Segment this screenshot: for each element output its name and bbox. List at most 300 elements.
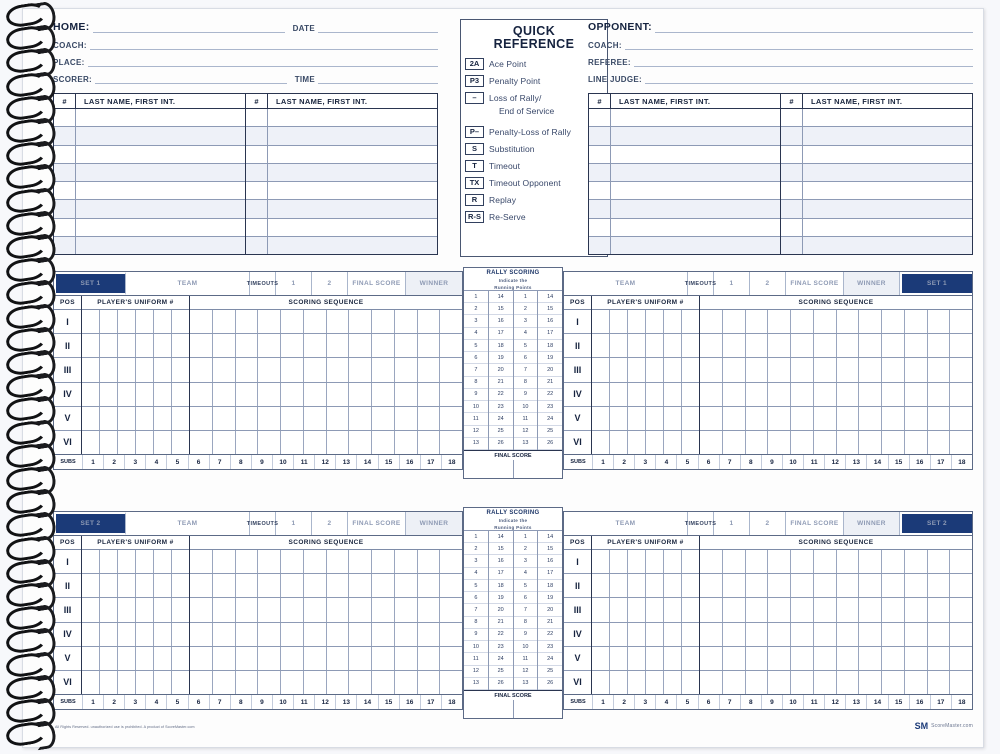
roster-number-cell[interactable] xyxy=(54,200,76,217)
sequence-cell[interactable] xyxy=(905,407,928,430)
sequence-cell[interactable] xyxy=(950,671,972,694)
uniform-cell[interactable] xyxy=(118,431,136,454)
roster-number-cell[interactable] xyxy=(589,127,611,144)
sequence-cell[interactable] xyxy=(882,407,905,430)
timeout-box-1[interactable]: 1 xyxy=(276,512,312,535)
sequence-cell[interactable] xyxy=(768,407,791,430)
rally-point-cell[interactable]: 15 xyxy=(538,303,562,315)
subs-number-cell[interactable]: 1 xyxy=(82,695,103,709)
subs-number-cell[interactable]: 18 xyxy=(951,695,972,709)
rally-point-cell[interactable]: 15 xyxy=(538,543,562,555)
roster-name-cell[interactable] xyxy=(803,109,972,126)
sequence-cell[interactable] xyxy=(791,598,814,621)
scorer-input[interactable] xyxy=(95,73,287,84)
sequence-cell[interactable] xyxy=(928,310,951,333)
uniform-cell[interactable] xyxy=(136,334,154,357)
subs-number-cell[interactable]: 8 xyxy=(740,695,761,709)
uniform-cell[interactable] xyxy=(136,383,154,406)
rally-point-cell[interactable]: 18 xyxy=(538,580,562,592)
sequence-cell[interactable] xyxy=(349,598,372,621)
rally-point-cell[interactable]: 18 xyxy=(538,340,562,352)
subs-number-cell[interactable]: 4 xyxy=(655,455,676,469)
sequence-cell[interactable] xyxy=(258,358,281,381)
sequence-cell[interactable] xyxy=(837,431,860,454)
roster-name-cell[interactable] xyxy=(76,182,245,199)
subs-number-cell[interactable]: 12 xyxy=(314,455,335,469)
subs-number-cell[interactable]: 2 xyxy=(103,695,124,709)
sequence-cell[interactable] xyxy=(281,623,304,646)
sequence-cell[interactable] xyxy=(440,574,462,597)
roster-row[interactable] xyxy=(246,219,437,237)
uniform-cell[interactable] xyxy=(628,550,646,573)
sequence-cell[interactable] xyxy=(213,383,236,406)
sequence-cell[interactable] xyxy=(304,310,327,333)
subs-number-cell[interactable]: 12 xyxy=(824,695,845,709)
uniform-cell[interactable] xyxy=(628,310,646,333)
sequence-cell[interactable] xyxy=(791,623,814,646)
sequence-cell[interactable] xyxy=(928,598,951,621)
date-input[interactable] xyxy=(318,22,438,33)
rally-point-cell[interactable]: 12 xyxy=(464,666,488,678)
sequence-cell[interactable] xyxy=(814,383,837,406)
sequence-cell[interactable] xyxy=(327,671,350,694)
sequence-cell[interactable] xyxy=(190,431,213,454)
roster-number-cell[interactable] xyxy=(54,219,76,236)
uniform-cell[interactable] xyxy=(82,431,100,454)
roster-number-cell[interactable] xyxy=(589,182,611,199)
subs-number-cell[interactable]: 17 xyxy=(930,455,951,469)
rally-point-cell[interactable]: 3 xyxy=(514,555,538,567)
roster-row[interactable] xyxy=(246,127,437,145)
subs-number-cell[interactable]: 13 xyxy=(845,455,866,469)
uniform-cell[interactable] xyxy=(592,574,610,597)
timeout-box-1[interactable]: 1 xyxy=(276,272,312,295)
uniform-cell[interactable] xyxy=(100,334,118,357)
subs-number-cell[interactable]: 11 xyxy=(293,455,314,469)
sequence-cell[interactable] xyxy=(258,647,281,670)
sequence-cell[interactable] xyxy=(418,358,441,381)
sequence-cell[interactable] xyxy=(746,550,769,573)
subs-number-cell[interactable]: 6 xyxy=(698,455,719,469)
uniform-cell[interactable] xyxy=(154,431,172,454)
sequence-cell[interactable] xyxy=(395,671,418,694)
subs-number-cell[interactable]: 18 xyxy=(441,455,462,469)
sequence-cell[interactable] xyxy=(814,647,837,670)
rally-point-cell[interactable]: 16 xyxy=(538,315,562,327)
sequence-cell[interactable] xyxy=(700,647,723,670)
rally-point-cell[interactable]: 7 xyxy=(514,364,538,376)
uniform-cell[interactable] xyxy=(664,407,682,430)
uniform-cell[interactable] xyxy=(682,310,699,333)
rally-point-cell[interactable]: 24 xyxy=(538,653,562,665)
rally-point-cell[interactable]: 2 xyxy=(464,303,488,315)
sequence-cell[interactable] xyxy=(372,574,395,597)
subs-number-cell[interactable]: 5 xyxy=(166,455,187,469)
sequence-cell[interactable] xyxy=(723,310,746,333)
roster-row[interactable] xyxy=(54,219,245,237)
sequence-cell[interactable] xyxy=(791,550,814,573)
sequence-cell[interactable] xyxy=(905,623,928,646)
roster-number-cell[interactable] xyxy=(781,219,803,236)
sequence-cell[interactable] xyxy=(327,431,350,454)
winner-box[interactable]: WINNER xyxy=(844,272,900,295)
sequence-cell[interactable] xyxy=(372,383,395,406)
sequence-cell[interactable] xyxy=(700,334,723,357)
opponent-name-input[interactable] xyxy=(655,22,973,33)
uniform-cell[interactable] xyxy=(664,671,682,694)
subs-number-cell[interactable]: 6 xyxy=(188,695,209,709)
sequence-cell[interactable] xyxy=(190,623,213,646)
team-name-input[interactable]: TEAM xyxy=(126,272,250,295)
sequence-cell[interactable] xyxy=(190,310,213,333)
sequence-cell[interactable] xyxy=(746,623,769,646)
sequence-cell[interactable] xyxy=(700,407,723,430)
roster-row[interactable] xyxy=(54,127,245,145)
sequence-cell[interactable] xyxy=(950,431,972,454)
subs-number-cell[interactable]: 13 xyxy=(845,695,866,709)
sequence-cell[interactable] xyxy=(281,598,304,621)
uniform-cell[interactable] xyxy=(682,358,699,381)
sequence-cell[interactable] xyxy=(372,334,395,357)
roster-name-cell[interactable] xyxy=(268,182,437,199)
sequence-cell[interactable] xyxy=(723,550,746,573)
sequence-cell[interactable] xyxy=(213,550,236,573)
uniform-cell[interactable] xyxy=(82,671,100,694)
uniform-cell[interactable] xyxy=(172,431,189,454)
uniform-cell[interactable] xyxy=(118,310,136,333)
sequence-cell[interactable] xyxy=(928,647,951,670)
sequence-cell[interactable] xyxy=(791,310,814,333)
sequence-cell[interactable] xyxy=(905,574,928,597)
sequence-cell[interactable] xyxy=(281,550,304,573)
sequence-cell[interactable] xyxy=(258,598,281,621)
sequence-cell[interactable] xyxy=(882,550,905,573)
rally-point-cell[interactable]: 19 xyxy=(489,592,513,604)
timeout-box-1[interactable]: 1 xyxy=(714,272,750,295)
subs-number-cell[interactable]: 2 xyxy=(613,455,634,469)
sequence-cell[interactable] xyxy=(418,550,441,573)
rally-point-cell[interactable]: 8 xyxy=(464,617,488,629)
uniform-cell[interactable] xyxy=(82,310,100,333)
subs-number-cell[interactable]: 15 xyxy=(378,695,399,709)
subs-number-cell[interactable]: 6 xyxy=(698,695,719,709)
uniform-cell[interactable] xyxy=(172,407,189,430)
uniform-cell[interactable] xyxy=(664,550,682,573)
sequence-cell[interactable] xyxy=(395,334,418,357)
subs-number-cell[interactable]: 11 xyxy=(293,695,314,709)
sequence-cell[interactable] xyxy=(327,623,350,646)
rally-point-cell[interactable]: 17 xyxy=(489,328,513,340)
subs-number-cell[interactable]: 14 xyxy=(866,455,887,469)
uniform-cell[interactable] xyxy=(100,407,118,430)
rally-point-cell[interactable]: 26 xyxy=(538,678,562,690)
sequence-cell[interactable] xyxy=(304,574,327,597)
sequence-cell[interactable] xyxy=(258,383,281,406)
rally-point-cell[interactable]: 25 xyxy=(538,666,562,678)
roster-number-cell[interactable] xyxy=(589,164,611,181)
roster-row[interactable] xyxy=(589,146,780,164)
sequence-cell[interactable] xyxy=(281,310,304,333)
sequence-cell[interactable] xyxy=(723,598,746,621)
uniform-cell[interactable] xyxy=(100,310,118,333)
roster-row[interactable] xyxy=(589,219,780,237)
uniform-cell[interactable] xyxy=(154,598,172,621)
uniform-cell[interactable] xyxy=(610,550,628,573)
rally-point-cell[interactable]: 24 xyxy=(489,413,513,425)
subs-number-cell[interactable]: 15 xyxy=(888,455,909,469)
rally-point-cell[interactable]: 22 xyxy=(538,629,562,641)
uniform-cell[interactable] xyxy=(592,334,610,357)
uniform-cell[interactable] xyxy=(100,550,118,573)
uniform-cell[interactable] xyxy=(592,358,610,381)
sequence-cell[interactable] xyxy=(190,383,213,406)
subs-number-cell[interactable]: 14 xyxy=(356,455,377,469)
rally-point-cell[interactable]: 23 xyxy=(538,641,562,653)
uniform-cell[interactable] xyxy=(154,671,172,694)
rally-point-cell[interactable]: 2 xyxy=(514,543,538,555)
uniform-cell[interactable] xyxy=(682,407,699,430)
sequence-cell[interactable] xyxy=(395,647,418,670)
rally-point-cell[interactable]: 11 xyxy=(464,413,488,425)
roster-number-cell[interactable] xyxy=(246,219,268,236)
sequence-cell[interactable] xyxy=(418,310,441,333)
sequence-cell[interactable] xyxy=(327,383,350,406)
uniform-cell[interactable] xyxy=(682,623,699,646)
sequence-cell[interactable] xyxy=(928,334,951,357)
uniform-cell[interactable] xyxy=(100,671,118,694)
subs-number-cell[interactable]: 7 xyxy=(719,455,740,469)
uniform-cell[interactable] xyxy=(154,550,172,573)
rally-point-cell[interactable]: 22 xyxy=(538,389,562,401)
uniform-cell[interactable] xyxy=(136,407,154,430)
roster-row[interactable] xyxy=(246,200,437,218)
uniform-cell[interactable] xyxy=(664,431,682,454)
roster-name-cell[interactable] xyxy=(803,200,972,217)
sequence-cell[interactable] xyxy=(700,358,723,381)
subs-number-cell[interactable]: 15 xyxy=(378,455,399,469)
sequence-cell[interactable] xyxy=(791,431,814,454)
uniform-cell[interactable] xyxy=(154,574,172,597)
roster-number-cell[interactable] xyxy=(54,109,76,126)
roster-name-cell[interactable] xyxy=(611,127,780,144)
rally-point-cell[interactable]: 23 xyxy=(489,401,513,413)
subs-number-cell[interactable]: 16 xyxy=(399,695,420,709)
roster-number-cell[interactable] xyxy=(54,164,76,181)
uniform-cell[interactable] xyxy=(592,550,610,573)
sequence-cell[interactable] xyxy=(928,431,951,454)
sequence-cell[interactable] xyxy=(440,550,462,573)
rally-point-cell[interactable]: 21 xyxy=(489,617,513,629)
sequence-cell[interactable] xyxy=(304,550,327,573)
rally-point-cell[interactable]: 26 xyxy=(538,438,562,450)
home-name-input[interactable] xyxy=(93,22,285,33)
subs-number-cell[interactable]: 3 xyxy=(634,455,655,469)
uniform-cell[interactable] xyxy=(100,431,118,454)
sequence-cell[interactable] xyxy=(258,623,281,646)
rally-point-cell[interactable]: 4 xyxy=(464,568,488,580)
uniform-cell[interactable] xyxy=(628,574,646,597)
sequence-cell[interactable] xyxy=(418,383,441,406)
subs-number-cell[interactable]: 8 xyxy=(230,695,251,709)
rally-point-cell[interactable]: 22 xyxy=(489,629,513,641)
roster-name-cell[interactable] xyxy=(803,219,972,236)
rally-point-cell[interactable]: 25 xyxy=(489,666,513,678)
sequence-cell[interactable] xyxy=(928,550,951,573)
uniform-cell[interactable] xyxy=(82,334,100,357)
winner-box[interactable]: WINNER xyxy=(406,512,462,535)
roster-number-cell[interactable] xyxy=(246,127,268,144)
sequence-cell[interactable] xyxy=(700,310,723,333)
uniform-cell[interactable] xyxy=(610,358,628,381)
sequence-cell[interactable] xyxy=(723,623,746,646)
sequence-cell[interactable] xyxy=(768,647,791,670)
sequence-cell[interactable] xyxy=(700,574,723,597)
sequence-cell[interactable] xyxy=(236,647,259,670)
sequence-cell[interactable] xyxy=(281,431,304,454)
rally-point-cell[interactable]: 4 xyxy=(514,568,538,580)
rally-point-cell[interactable]: 10 xyxy=(514,401,538,413)
rally-point-cell[interactable]: 2 xyxy=(464,543,488,555)
sequence-cell[interactable] xyxy=(950,407,972,430)
uniform-cell[interactable] xyxy=(646,623,664,646)
sequence-cell[interactable] xyxy=(905,383,928,406)
subs-number-cell[interactable]: 1 xyxy=(592,455,613,469)
sequence-cell[interactable] xyxy=(928,407,951,430)
rally-point-cell[interactable]: 10 xyxy=(464,401,488,413)
sequence-cell[interactable] xyxy=(791,334,814,357)
uniform-cell[interactable] xyxy=(172,623,189,646)
roster-row[interactable] xyxy=(54,164,245,182)
subs-number-cell[interactable]: 4 xyxy=(145,455,166,469)
sequence-cell[interactable] xyxy=(258,550,281,573)
uniform-cell[interactable] xyxy=(682,671,699,694)
sequence-cell[interactable] xyxy=(905,671,928,694)
uniform-cell[interactable] xyxy=(154,334,172,357)
roster-number-cell[interactable] xyxy=(246,146,268,163)
uniform-cell[interactable] xyxy=(664,358,682,381)
subs-number-cell[interactable]: 8 xyxy=(230,455,251,469)
sequence-cell[interactable] xyxy=(723,407,746,430)
sequence-cell[interactable] xyxy=(236,310,259,333)
rally-point-cell[interactable]: 8 xyxy=(514,377,538,389)
subs-number-cell[interactable]: 11 xyxy=(803,695,824,709)
rally-point-cell[interactable]: 23 xyxy=(489,641,513,653)
subs-number-cell[interactable]: 5 xyxy=(676,455,697,469)
sequence-cell[interactable] xyxy=(190,550,213,573)
roster-name-cell[interactable] xyxy=(268,200,437,217)
uniform-cell[interactable] xyxy=(100,383,118,406)
timeout-box-1[interactable]: 1 xyxy=(714,512,750,535)
sequence-cell[interactable] xyxy=(768,574,791,597)
rally-point-cell[interactable]: 13 xyxy=(464,438,488,450)
rally-point-cell[interactable]: 20 xyxy=(538,604,562,616)
sequence-cell[interactable] xyxy=(440,598,462,621)
subs-number-cell[interactable]: 14 xyxy=(866,695,887,709)
rally-point-cell[interactable]: 16 xyxy=(489,315,513,327)
roster-row[interactable] xyxy=(781,182,972,200)
uniform-cell[interactable] xyxy=(628,358,646,381)
subs-number-cell[interactable]: 17 xyxy=(420,695,441,709)
sequence-cell[interactable] xyxy=(837,574,860,597)
uniform-cell[interactable] xyxy=(82,383,100,406)
rally-point-cell[interactable]: 16 xyxy=(489,555,513,567)
subs-number-cell[interactable]: 5 xyxy=(676,695,697,709)
sequence-cell[interactable] xyxy=(859,358,882,381)
rally-point-cell[interactable]: 13 xyxy=(514,678,538,690)
sequence-cell[interactable] xyxy=(837,671,860,694)
sequence-cell[interactable] xyxy=(281,383,304,406)
sequence-cell[interactable] xyxy=(723,383,746,406)
roster-row[interactable] xyxy=(246,164,437,182)
rally-point-cell[interactable]: 13 xyxy=(514,438,538,450)
sequence-cell[interactable] xyxy=(258,334,281,357)
sequence-cell[interactable] xyxy=(700,431,723,454)
sequence-cell[interactable] xyxy=(372,671,395,694)
sequence-cell[interactable] xyxy=(372,407,395,430)
sequence-cell[interactable] xyxy=(327,358,350,381)
sequence-cell[interactable] xyxy=(258,310,281,333)
sequence-cell[interactable] xyxy=(723,574,746,597)
uniform-cell[interactable] xyxy=(646,647,664,670)
sequence-cell[interactable] xyxy=(372,647,395,670)
uniform-cell[interactable] xyxy=(100,623,118,646)
uniform-cell[interactable] xyxy=(610,671,628,694)
roster-row[interactable] xyxy=(781,146,972,164)
sequence-cell[interactable] xyxy=(768,310,791,333)
sequence-cell[interactable] xyxy=(950,623,972,646)
uniform-cell[interactable] xyxy=(682,647,699,670)
sequence-cell[interactable] xyxy=(928,671,951,694)
uniform-cell[interactable] xyxy=(136,310,154,333)
sequence-cell[interactable] xyxy=(281,647,304,670)
sequence-cell[interactable] xyxy=(213,671,236,694)
roster-name-cell[interactable] xyxy=(268,127,437,144)
rally-point-cell[interactable]: 21 xyxy=(489,377,513,389)
rally-point-cell[interactable]: 9 xyxy=(464,629,488,641)
subs-number-cell[interactable]: 16 xyxy=(909,455,930,469)
sequence-cell[interactable] xyxy=(440,334,462,357)
sequence-cell[interactable] xyxy=(281,407,304,430)
rally-point-cell[interactable]: 11 xyxy=(464,653,488,665)
rally-point-cell[interactable]: 3 xyxy=(514,315,538,327)
uniform-cell[interactable] xyxy=(646,310,664,333)
sequence-cell[interactable] xyxy=(440,407,462,430)
sequence-cell[interactable] xyxy=(281,574,304,597)
sequence-cell[interactable] xyxy=(814,550,837,573)
rally-point-cell[interactable]: 17 xyxy=(538,568,562,580)
rally-point-cell[interactable]: 1 xyxy=(514,291,538,303)
rally-point-cell[interactable]: 5 xyxy=(464,580,488,592)
sequence-cell[interactable] xyxy=(372,431,395,454)
uniform-cell[interactable] xyxy=(682,598,699,621)
roster-number-cell[interactable] xyxy=(246,109,268,126)
roster-row[interactable] xyxy=(54,146,245,164)
uniform-cell[interactable] xyxy=(610,431,628,454)
sequence-cell[interactable] xyxy=(814,671,837,694)
rally-point-cell[interactable]: 15 xyxy=(489,303,513,315)
subs-number-cell[interactable]: 12 xyxy=(314,695,335,709)
sequence-cell[interactable] xyxy=(327,334,350,357)
sequence-cell[interactable] xyxy=(372,598,395,621)
roster-number-cell[interactable] xyxy=(589,237,611,254)
sequence-cell[interactable] xyxy=(905,334,928,357)
roster-name-cell[interactable] xyxy=(611,109,780,126)
sequence-cell[interactable] xyxy=(327,574,350,597)
rally-point-cell[interactable]: 26 xyxy=(489,438,513,450)
uniform-cell[interactable] xyxy=(664,623,682,646)
sequence-cell[interactable] xyxy=(950,574,972,597)
sequence-cell[interactable] xyxy=(791,647,814,670)
